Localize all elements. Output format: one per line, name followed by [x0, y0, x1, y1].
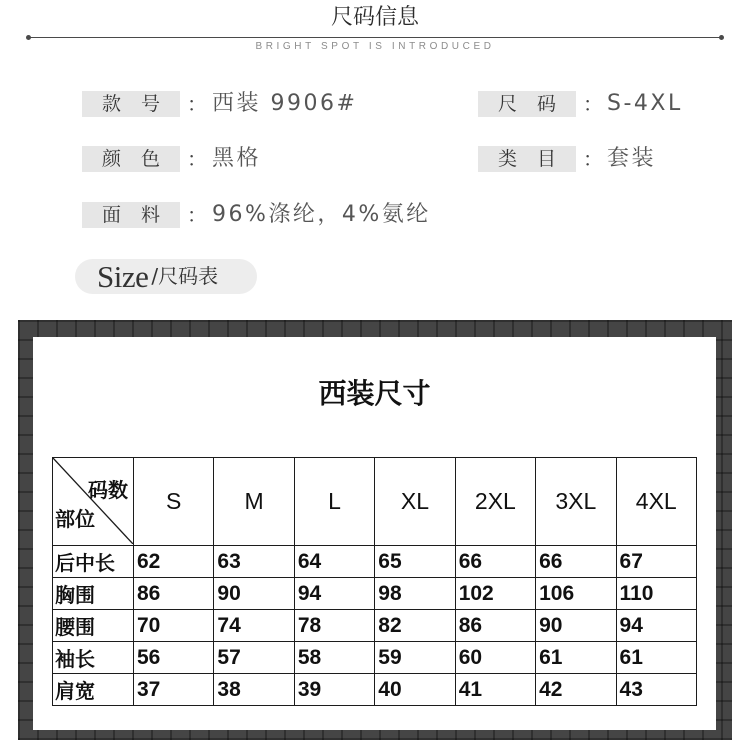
category-value: 套装 [607, 146, 657, 171]
value-cell: 78 [294, 610, 374, 642]
value-cell: 98 [375, 578, 455, 610]
value-cell: 63 [214, 546, 294, 578]
page-subtitle: BRIGHT SPOT IS INTRODUCED [255, 41, 495, 52]
value-cell: 56 [134, 642, 214, 674]
size-tag-chinese: /尺码表 [151, 264, 219, 288]
category-separator: ： [583, 147, 603, 171]
value-cell: 94 [294, 578, 374, 610]
row-label: 后中长 [53, 546, 134, 578]
color-label: 颜 色 [82, 146, 180, 172]
value-cell: 40 [375, 674, 455, 706]
table-row [53, 610, 697, 642]
value-cell: 64 [294, 546, 374, 578]
value-cell: 66 [536, 546, 616, 578]
value-cell: 70 [134, 610, 214, 642]
value-cell: 60 [455, 642, 535, 674]
value-cell: 42 [536, 674, 616, 706]
value-cell: 86 [134, 578, 214, 610]
corner-header-cell [53, 458, 134, 546]
value-cell: 66 [455, 546, 535, 578]
row-label: 袖长 [53, 642, 134, 674]
value-cell: 74 [214, 610, 294, 642]
size-range-label: 尺 码 [478, 91, 576, 117]
value-cell: 65 [375, 546, 455, 578]
corner-part-label: 部位 [55, 507, 95, 531]
value-cell: 67 [616, 546, 696, 578]
table-row [53, 578, 697, 610]
value-cell: 86 [455, 610, 535, 642]
value-cell: 57 [214, 642, 294, 674]
fabric-separator: ： [187, 203, 207, 227]
value-cell: 90 [214, 578, 294, 610]
value-cell: 102 [455, 578, 535, 610]
row-label: 腰围 [53, 610, 134, 642]
value-cell: 62 [134, 546, 214, 578]
size-header-s: S [134, 458, 214, 546]
size-header-row [53, 458, 697, 546]
value-cell: 38 [214, 674, 294, 706]
size-header-3xl: 3XL [536, 458, 616, 546]
row-label: 肩宽 [53, 674, 134, 706]
value-cell: 61 [536, 642, 616, 674]
fabric-label: 面 料 [82, 202, 180, 228]
fabric-value: 96%涤纶，4%氨纶 [212, 202, 431, 227]
size-table-title: 西装尺寸 [318, 377, 431, 410]
size-header-m: M [214, 458, 294, 546]
color-value: 黑格 [212, 146, 262, 171]
value-cell: 94 [616, 610, 696, 642]
page-title: 尺码信息 [330, 5, 419, 30]
table-row [53, 674, 697, 706]
row-label: 胸围 [53, 578, 134, 610]
color-separator: ： [187, 147, 207, 171]
size-header-l: L [294, 458, 374, 546]
size-table [52, 457, 697, 706]
value-cell: 61 [616, 642, 696, 674]
style-number-label: 款 号 [82, 91, 180, 117]
table-row [53, 546, 697, 578]
value-cell: 59 [375, 642, 455, 674]
value-cell: 90 [536, 610, 616, 642]
size-header-xl: XL [375, 458, 455, 546]
size-range-value: S-4XL [607, 91, 683, 116]
category-label: 类 目 [478, 146, 576, 172]
value-cell: 41 [455, 674, 535, 706]
corner-header-content [53, 458, 133, 544]
size-table-body [53, 546, 697, 706]
size-header-2xl: 2XL [455, 458, 535, 546]
value-cell: 58 [294, 642, 374, 674]
value-cell: 82 [375, 610, 455, 642]
style-number-value: 西装 9906# [212, 91, 358, 116]
style-number-separator: ： [187, 92, 207, 116]
value-cell: 39 [294, 674, 374, 706]
value-cell: 37 [134, 674, 214, 706]
table-row [53, 642, 697, 674]
value-cell: 106 [536, 578, 616, 610]
corner-size-label: 码数 [88, 478, 128, 502]
size-range-separator: ： [583, 92, 603, 116]
header-divider-line [29, 37, 721, 38]
size-tag-english: Size [97, 259, 149, 294]
value-cell: 110 [616, 578, 696, 610]
size-header-4xl: 4XL [616, 458, 696, 546]
size-chart-tag [75, 259, 257, 294]
value-cell: 43 [616, 674, 696, 706]
